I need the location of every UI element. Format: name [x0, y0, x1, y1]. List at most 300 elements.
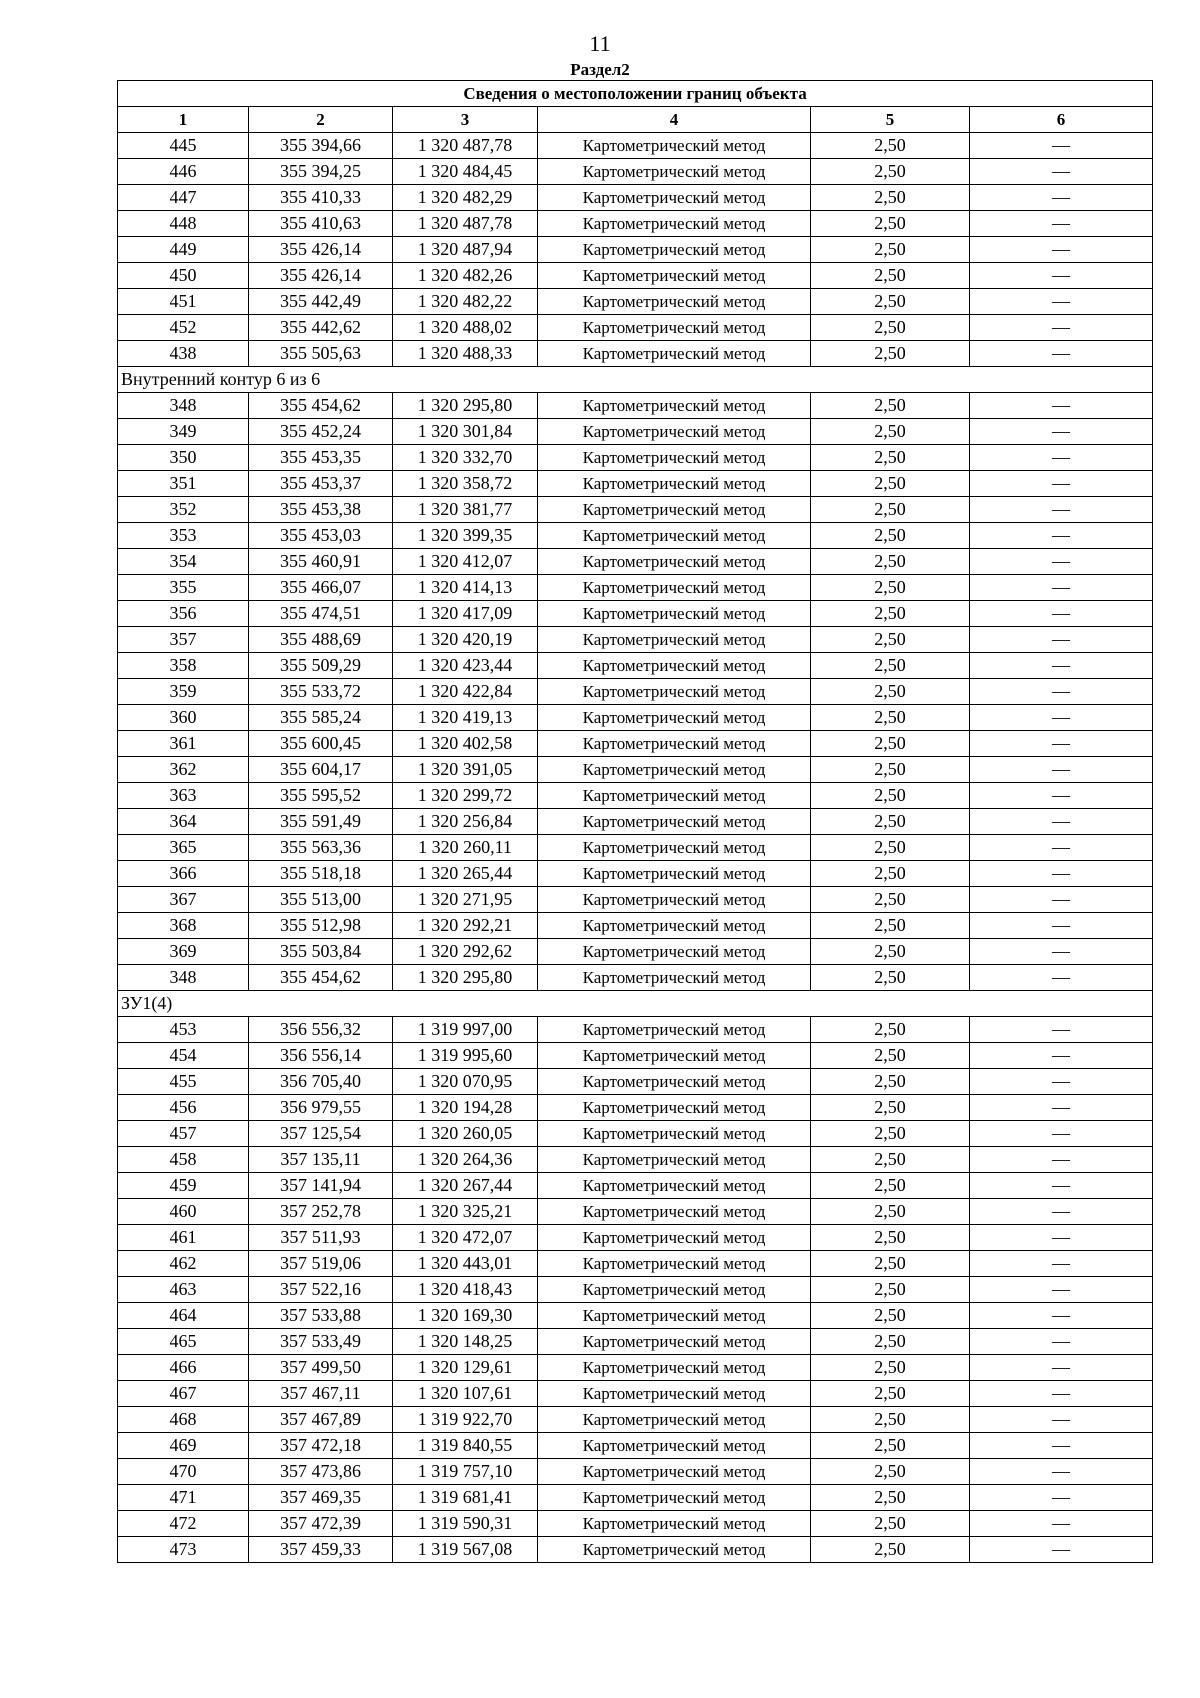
table-row: [118, 549, 1153, 575]
description-cell: —: [970, 627, 1153, 653]
method-cell: Картометрический метод: [538, 1459, 811, 1485]
x-coordinate-cell: 355 591,49: [249, 809, 393, 835]
description-cell: —: [970, 1173, 1153, 1199]
point-number-cell: 449: [118, 237, 249, 263]
point-number-cell: 465: [118, 1329, 249, 1355]
y-coordinate-cell: 1 319 840,55: [393, 1433, 538, 1459]
point-number-cell: 357: [118, 627, 249, 653]
table-row: [118, 1017, 1153, 1043]
point-number-cell: 448: [118, 211, 249, 237]
description-cell: —: [970, 471, 1153, 497]
method-cell: Картометрический метод: [538, 627, 811, 653]
point-number-cell: 455: [118, 1069, 249, 1095]
method-cell: Картометрический метод: [538, 1147, 811, 1173]
accuracy-cell: 2,50: [811, 523, 970, 549]
table-row: [118, 1121, 1153, 1147]
table-row: [118, 1147, 1153, 1173]
point-number-cell: 359: [118, 679, 249, 705]
description-cell: —: [970, 1303, 1153, 1329]
point-number-cell: 469: [118, 1433, 249, 1459]
x-coordinate-cell: 355 452,24: [249, 419, 393, 445]
method-cell: Картометрический метод: [538, 1121, 811, 1147]
method-cell: Картометрический метод: [538, 1537, 811, 1563]
x-coordinate-cell: 355 466,07: [249, 575, 393, 601]
x-coordinate-cell: 357 135,11: [249, 1147, 393, 1173]
description-cell: —: [970, 1069, 1153, 1095]
x-coordinate-cell: 357 473,86: [249, 1459, 393, 1485]
description-cell: —: [970, 1043, 1153, 1069]
description-cell: —: [970, 523, 1153, 549]
table-row: [118, 1433, 1153, 1459]
x-coordinate-cell: 355 460,91: [249, 549, 393, 575]
y-coordinate-cell: 1 320 422,84: [393, 679, 538, 705]
accuracy-cell: 2,50: [811, 341, 970, 367]
accuracy-cell: 2,50: [811, 1433, 970, 1459]
x-coordinate-cell: 355 518,18: [249, 861, 393, 887]
point-number-cell: 456: [118, 1095, 249, 1121]
point-number-cell: 447: [118, 185, 249, 211]
description-cell: —: [970, 1329, 1153, 1355]
y-coordinate-cell: 1 320 265,44: [393, 861, 538, 887]
x-coordinate-cell: 355 426,14: [249, 263, 393, 289]
column-header: 3: [393, 107, 538, 133]
accuracy-cell: 2,50: [811, 1069, 970, 1095]
x-coordinate-cell: 357 533,88: [249, 1303, 393, 1329]
y-coordinate-cell: 1 320 418,43: [393, 1277, 538, 1303]
method-cell: Картометрический метод: [538, 705, 811, 731]
point-number-cell: 458: [118, 1147, 249, 1173]
y-coordinate-cell: 1 320 391,05: [393, 757, 538, 783]
method-cell: Картометрический метод: [538, 185, 811, 211]
x-coordinate-cell: 355 410,33: [249, 185, 393, 211]
accuracy-cell: 2,50: [811, 1173, 970, 1199]
y-coordinate-cell: 1 320 402,58: [393, 731, 538, 757]
y-coordinate-cell: 1 320 482,22: [393, 289, 538, 315]
description-cell: —: [970, 1199, 1153, 1225]
accuracy-cell: 2,50: [811, 1277, 970, 1303]
accuracy-cell: 2,50: [811, 1095, 970, 1121]
table-row: [118, 1355, 1153, 1381]
x-coordinate-cell: 355 410,63: [249, 211, 393, 237]
method-cell: Картометрический метод: [538, 965, 811, 991]
point-number-cell: 348: [118, 965, 249, 991]
description-cell: —: [970, 185, 1153, 211]
accuracy-cell: 2,50: [811, 601, 970, 627]
accuracy-cell: 2,50: [811, 731, 970, 757]
method-cell: Картометрический метод: [538, 1407, 811, 1433]
method-cell: Картометрический метод: [538, 1225, 811, 1251]
x-coordinate-cell: 355 509,29: [249, 653, 393, 679]
description-cell: —: [970, 757, 1153, 783]
y-coordinate-cell: 1 319 995,60: [393, 1043, 538, 1069]
method-cell: Картометрический метод: [538, 679, 811, 705]
y-coordinate-cell: 1 320 129,61: [393, 1355, 538, 1381]
point-number-cell: 363: [118, 783, 249, 809]
table-row: [118, 601, 1153, 627]
y-coordinate-cell: 1 320 358,72: [393, 471, 538, 497]
y-coordinate-cell: 1 320 256,84: [393, 809, 538, 835]
x-coordinate-cell: 356 556,32: [249, 1017, 393, 1043]
y-coordinate-cell: 1 320 299,72: [393, 783, 538, 809]
point-number-cell: 368: [118, 913, 249, 939]
description-cell: —: [970, 1095, 1153, 1121]
method-cell: Картометрический метод: [538, 1017, 811, 1043]
description-cell: —: [970, 289, 1153, 315]
y-coordinate-cell: 1 320 488,02: [393, 315, 538, 341]
x-coordinate-cell: 355 453,38: [249, 497, 393, 523]
point-number-cell: 462: [118, 1251, 249, 1277]
method-cell: Картометрический метод: [538, 939, 811, 965]
description-cell: —: [970, 1147, 1153, 1173]
point-number-cell: 472: [118, 1511, 249, 1537]
y-coordinate-cell: 1 320 292,62: [393, 939, 538, 965]
x-coordinate-cell: 357 252,78: [249, 1199, 393, 1225]
method-cell: Картометрический метод: [538, 315, 811, 341]
accuracy-cell: 2,50: [811, 445, 970, 471]
description-cell: —: [970, 1355, 1153, 1381]
table-row: [118, 1069, 1153, 1095]
description-cell: —: [970, 445, 1153, 471]
description-cell: —: [970, 1225, 1153, 1251]
y-coordinate-cell: 1 320 484,45: [393, 159, 538, 185]
description-cell: —: [970, 263, 1153, 289]
contour-label: ЗУ1(4): [118, 991, 1153, 1017]
x-coordinate-cell: 355 453,35: [249, 445, 393, 471]
method-cell: Картометрический метод: [538, 1277, 811, 1303]
contour-label: Внутренний контур 6 из 6: [118, 367, 1153, 393]
table-row: [118, 497, 1153, 523]
x-coordinate-cell: 355 426,14: [249, 237, 393, 263]
accuracy-cell: 2,50: [811, 315, 970, 341]
table-row: [118, 653, 1153, 679]
y-coordinate-cell: 1 320 487,78: [393, 133, 538, 159]
x-coordinate-cell: 357 472,39: [249, 1511, 393, 1537]
table-row: [118, 679, 1153, 705]
description-cell: —: [970, 1485, 1153, 1511]
x-coordinate-cell: 357 472,18: [249, 1433, 393, 1459]
point-number-cell: 452: [118, 315, 249, 341]
table-row: [118, 1277, 1153, 1303]
accuracy-cell: 2,50: [811, 419, 970, 445]
table-row: [118, 757, 1153, 783]
point-number-cell: 438: [118, 341, 249, 367]
table-row: [118, 1199, 1153, 1225]
method-cell: Картометрический метод: [538, 1381, 811, 1407]
description-cell: —: [970, 653, 1153, 679]
table-row: [118, 133, 1153, 159]
x-coordinate-cell: 356 705,40: [249, 1069, 393, 1095]
description-cell: —: [970, 939, 1153, 965]
y-coordinate-cell: 1 320 488,33: [393, 341, 538, 367]
point-number-cell: 473: [118, 1537, 249, 1563]
point-number-cell: 445: [118, 133, 249, 159]
accuracy-cell: 2,50: [811, 1511, 970, 1537]
description-cell: —: [970, 1537, 1153, 1563]
y-coordinate-cell: 1 320 148,25: [393, 1329, 538, 1355]
description-cell: —: [970, 1433, 1153, 1459]
accuracy-cell: 2,50: [811, 1121, 970, 1147]
table-row: [118, 159, 1153, 185]
y-coordinate-cell: 1 320 414,13: [393, 575, 538, 601]
method-cell: Картометрический метод: [538, 1043, 811, 1069]
description-cell: —: [970, 679, 1153, 705]
description-cell: —: [970, 1251, 1153, 1277]
accuracy-cell: 2,50: [811, 939, 970, 965]
x-coordinate-cell: 357 467,89: [249, 1407, 393, 1433]
description-cell: —: [970, 965, 1153, 991]
accuracy-cell: 2,50: [811, 393, 970, 419]
y-coordinate-cell: 1 320 482,29: [393, 185, 538, 211]
y-coordinate-cell: 1 320 271,95: [393, 887, 538, 913]
description-cell: —: [970, 133, 1153, 159]
method-cell: Картометрический метод: [538, 289, 811, 315]
table-row: [118, 835, 1153, 861]
x-coordinate-cell: 355 503,84: [249, 939, 393, 965]
point-number-cell: 457: [118, 1121, 249, 1147]
method-cell: Картометрический метод: [538, 809, 811, 835]
point-number-cell: 362: [118, 757, 249, 783]
y-coordinate-cell: 1 320 412,07: [393, 549, 538, 575]
table-row: [118, 185, 1153, 211]
y-coordinate-cell: 1 320 399,35: [393, 523, 538, 549]
method-cell: Картометрический метод: [538, 1511, 811, 1537]
table-row: [118, 211, 1153, 237]
description-cell: —: [970, 575, 1153, 601]
point-number-cell: 354: [118, 549, 249, 575]
accuracy-cell: 2,50: [811, 237, 970, 263]
point-number-cell: 348: [118, 393, 249, 419]
table-row: [118, 393, 1153, 419]
table-row: [118, 1407, 1153, 1433]
x-coordinate-cell: 355 488,69: [249, 627, 393, 653]
accuracy-cell: 2,50: [811, 1485, 970, 1511]
point-number-cell: 470: [118, 1459, 249, 1485]
table-row: [118, 237, 1153, 263]
table-head: [118, 81, 1153, 133]
caption-row: [118, 81, 1153, 107]
method-cell: Картометрический метод: [538, 471, 811, 497]
point-number-cell: 367: [118, 887, 249, 913]
method-cell: Картометрический метод: [538, 783, 811, 809]
table-row: [118, 1381, 1153, 1407]
x-coordinate-cell: 355 394,66: [249, 133, 393, 159]
table-row: [118, 627, 1153, 653]
description-cell: —: [970, 601, 1153, 627]
description-cell: —: [970, 1121, 1153, 1147]
table-row: [118, 1537, 1153, 1563]
method-cell: Картометрический метод: [538, 419, 811, 445]
accuracy-cell: 2,50: [811, 1043, 970, 1069]
y-coordinate-cell: 1 320 417,09: [393, 601, 538, 627]
table-row: [118, 289, 1153, 315]
method-cell: Картометрический метод: [538, 159, 811, 185]
x-coordinate-cell: 355 600,45: [249, 731, 393, 757]
accuracy-cell: 2,50: [811, 1381, 970, 1407]
method-cell: Картометрический метод: [538, 1095, 811, 1121]
point-number-cell: 459: [118, 1173, 249, 1199]
method-cell: Картометрический метод: [538, 861, 811, 887]
method-cell: Картометрический метод: [538, 575, 811, 601]
y-coordinate-cell: 1 320 443,01: [393, 1251, 538, 1277]
accuracy-cell: 2,50: [811, 705, 970, 731]
point-number-cell: 353: [118, 523, 249, 549]
table-row: [118, 315, 1153, 341]
point-number-cell: 468: [118, 1407, 249, 1433]
table-row: [118, 861, 1153, 887]
section-title: Раздел2: [570, 60, 630, 79]
method-cell: Картометрический метод: [538, 1329, 811, 1355]
method-cell: Картометрический метод: [538, 1303, 811, 1329]
x-coordinate-cell: 355 513,00: [249, 887, 393, 913]
table-row: [118, 705, 1153, 731]
method-cell: Картометрический метод: [538, 1355, 811, 1381]
x-coordinate-cell: 355 453,03: [249, 523, 393, 549]
description-cell: —: [970, 419, 1153, 445]
table-body: [118, 133, 1153, 1563]
x-coordinate-cell: 357 519,06: [249, 1251, 393, 1277]
y-coordinate-cell: 1 320 260,05: [393, 1121, 538, 1147]
point-number-cell: 351: [118, 471, 249, 497]
x-coordinate-cell: 357 467,11: [249, 1381, 393, 1407]
point-number-cell: 467: [118, 1381, 249, 1407]
description-cell: —: [970, 835, 1153, 861]
method-cell: Картометрический метод: [538, 237, 811, 263]
accuracy-cell: 2,50: [811, 549, 970, 575]
accuracy-cell: 2,50: [811, 783, 970, 809]
accuracy-cell: 2,50: [811, 1225, 970, 1251]
table-row: [118, 1173, 1153, 1199]
accuracy-cell: 2,50: [811, 1355, 970, 1381]
method-cell: Картометрический метод: [538, 1251, 811, 1277]
table-row: [118, 575, 1153, 601]
y-coordinate-cell: 1 320 420,19: [393, 627, 538, 653]
description-cell: —: [970, 549, 1153, 575]
column-header: 1: [118, 107, 249, 133]
method-cell: Картометрический метод: [538, 757, 811, 783]
y-coordinate-cell: 1 320 267,44: [393, 1173, 538, 1199]
point-number-cell: 460: [118, 1199, 249, 1225]
method-cell: Картометрический метод: [538, 445, 811, 471]
description-cell: —: [970, 1511, 1153, 1537]
point-number-cell: 355: [118, 575, 249, 601]
x-coordinate-cell: 357 499,50: [249, 1355, 393, 1381]
table-row: [118, 1251, 1153, 1277]
description-cell: —: [970, 393, 1153, 419]
method-cell: Картометрический метод: [538, 1433, 811, 1459]
accuracy-cell: 2,50: [811, 1329, 970, 1355]
point-number-cell: 361: [118, 731, 249, 757]
point-number-cell: 364: [118, 809, 249, 835]
accuracy-cell: 2,50: [811, 263, 970, 289]
table-row: [118, 1329, 1153, 1355]
description-cell: —: [970, 731, 1153, 757]
accuracy-cell: 2,50: [811, 133, 970, 159]
x-coordinate-cell: 355 454,62: [249, 965, 393, 991]
table-row: [118, 887, 1153, 913]
description-cell: —: [970, 1277, 1153, 1303]
description-cell: —: [970, 809, 1153, 835]
y-coordinate-cell: 1 320 260,11: [393, 835, 538, 861]
accuracy-cell: 2,50: [811, 627, 970, 653]
table-row: [118, 263, 1153, 289]
accuracy-cell: 2,50: [811, 185, 970, 211]
point-number-cell: 451: [118, 289, 249, 315]
accuracy-cell: 2,50: [811, 835, 970, 861]
x-coordinate-cell: 355 442,62: [249, 315, 393, 341]
y-coordinate-cell: 1 320 332,70: [393, 445, 538, 471]
method-cell: Картометрический метод: [538, 887, 811, 913]
point-number-cell: 461: [118, 1225, 249, 1251]
description-cell: —: [970, 1459, 1153, 1485]
accuracy-cell: 2,50: [811, 497, 970, 523]
y-coordinate-cell: 1 320 325,21: [393, 1199, 538, 1225]
point-number-cell: 356: [118, 601, 249, 627]
table-row: [118, 1095, 1153, 1121]
x-coordinate-cell: 357 522,16: [249, 1277, 393, 1303]
description-cell: —: [970, 887, 1153, 913]
accuracy-cell: 2,50: [811, 1147, 970, 1173]
method-cell: Картометрический метод: [538, 601, 811, 627]
accuracy-cell: 2,50: [811, 861, 970, 887]
y-coordinate-cell: 1 320 381,77: [393, 497, 538, 523]
method-cell: Картометрический метод: [538, 497, 811, 523]
y-coordinate-cell: 1 320 295,80: [393, 393, 538, 419]
description-cell: —: [970, 861, 1153, 887]
method-cell: Картометрический метод: [538, 731, 811, 757]
method-cell: Картометрический метод: [538, 1199, 811, 1225]
x-coordinate-cell: 355 474,51: [249, 601, 393, 627]
method-cell: Картометрический метод: [538, 133, 811, 159]
point-number-cell: 450: [118, 263, 249, 289]
table-row: [118, 523, 1153, 549]
description-cell: —: [970, 211, 1153, 237]
column-header: 2: [249, 107, 393, 133]
method-cell: Картометрический метод: [538, 523, 811, 549]
point-number-cell: 463: [118, 1277, 249, 1303]
method-cell: Картометрический метод: [538, 549, 811, 575]
y-coordinate-cell: 1 320 264,36: [393, 1147, 538, 1173]
description-cell: —: [970, 913, 1153, 939]
group-label-row: [118, 367, 1153, 393]
x-coordinate-cell: 355 533,72: [249, 679, 393, 705]
y-coordinate-cell: 1 319 681,41: [393, 1485, 538, 1511]
y-coordinate-cell: 1 320 301,84: [393, 419, 538, 445]
description-cell: —: [970, 705, 1153, 731]
table-row: [118, 1043, 1153, 1069]
x-coordinate-cell: 355 454,62: [249, 393, 393, 419]
x-coordinate-cell: 355 394,25: [249, 159, 393, 185]
table-row: [118, 1485, 1153, 1511]
description-cell: —: [970, 159, 1153, 185]
x-coordinate-cell: 356 979,55: [249, 1095, 393, 1121]
description-cell: —: [970, 1381, 1153, 1407]
accuracy-cell: 2,50: [811, 1199, 970, 1225]
point-number-cell: 352: [118, 497, 249, 523]
point-number-cell: 349: [118, 419, 249, 445]
table-row: [118, 1511, 1153, 1537]
x-coordinate-cell: 355 453,37: [249, 471, 393, 497]
x-coordinate-cell: 355 604,17: [249, 757, 393, 783]
method-cell: Картометрический метод: [538, 1485, 811, 1511]
accuracy-cell: 2,50: [811, 1017, 970, 1043]
method-cell: Картометрический метод: [538, 263, 811, 289]
point-number-cell: 366: [118, 861, 249, 887]
accuracy-cell: 2,50: [811, 913, 970, 939]
accuracy-cell: 2,50: [811, 1251, 970, 1277]
x-coordinate-cell: 355 585,24: [249, 705, 393, 731]
description-cell: —: [970, 783, 1153, 809]
y-coordinate-cell: 1 320 292,21: [393, 913, 538, 939]
